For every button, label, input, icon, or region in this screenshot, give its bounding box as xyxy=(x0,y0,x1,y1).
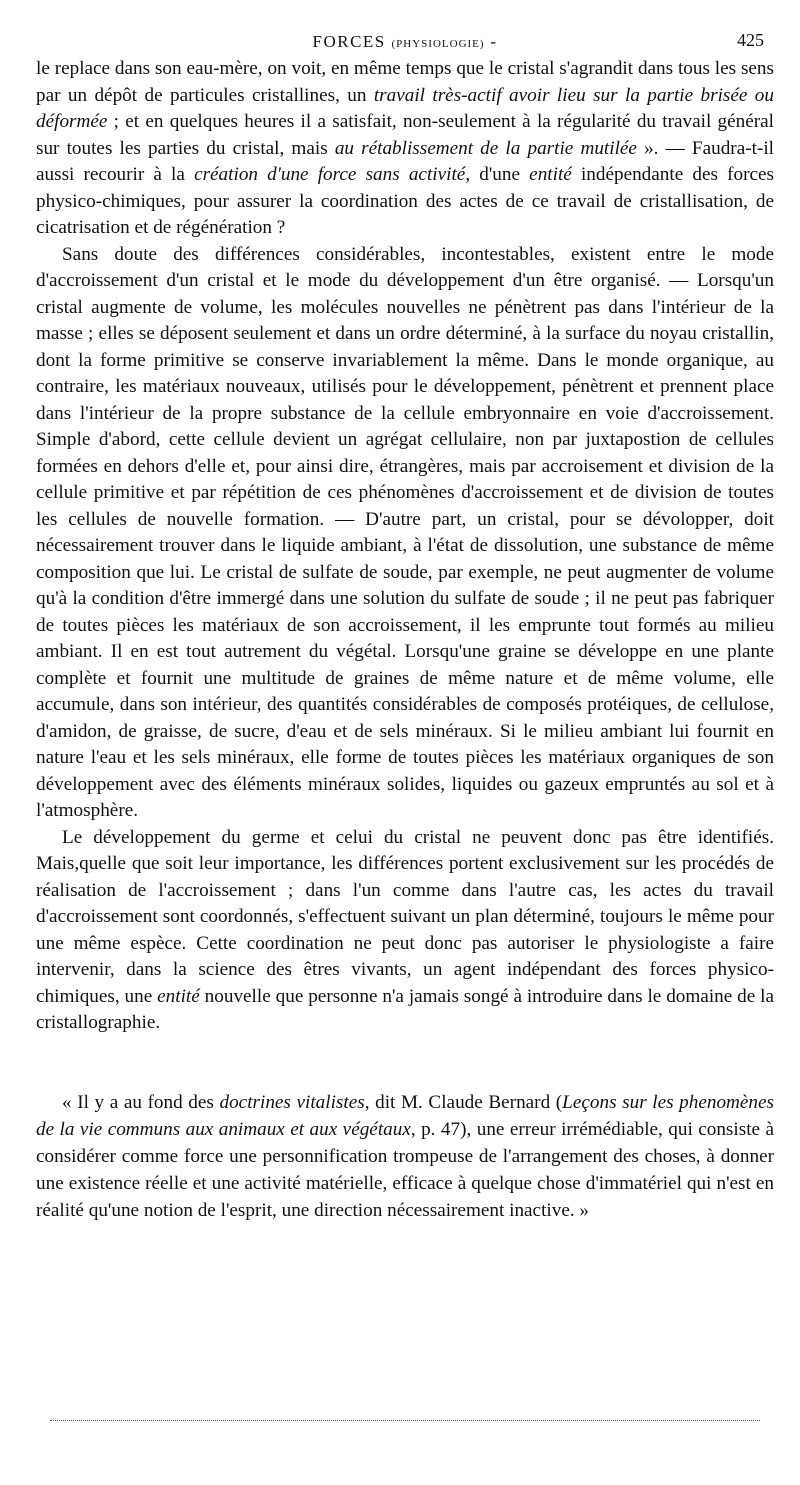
paragraph-1-text-b: ; et en quelques heures il a satisfait, non-seulement à la régularité du travail général sur toutes les parties du cristal, mais xyxy=(36,111,774,159)
running-head-suffix: - xyxy=(490,32,498,51)
paragraph-1 xyxy=(36,56,774,242)
paragraph-3 xyxy=(36,825,774,1037)
paragraph-1-italic-2: au rétablissement de la partie mutilée xyxy=(334,137,637,159)
page-header xyxy=(36,24,774,56)
running-head xyxy=(36,32,774,52)
quote-italic-1: doctrines vitalistes xyxy=(219,1091,365,1113)
paragraph-1-italic-3: création d'une force sans activité xyxy=(194,164,466,185)
quote-text-b: , dit M. Claude Bernard ( xyxy=(364,1091,563,1113)
paragraph-3-text-b: nouvelle que personne n'a jamais songé à introduire dans le domaine de la cristallographie. xyxy=(36,985,774,1033)
paragraph-1-text-a: le replace dans son eau-mère, on voit, en même temps que le cristal s'agrandit dans tous les sens par un dépôt de particules cristallines, un xyxy=(36,58,774,106)
body-text xyxy=(36,56,774,1037)
paragraph-3-italic-1: entité xyxy=(157,985,200,1007)
page xyxy=(36,24,774,1224)
paragraph-1-text-d: , d'une xyxy=(465,164,530,185)
paragraph-1-italic-4: entité xyxy=(529,164,572,185)
paragraph-1-text-e: indépendante des forces physico-chimiques, pour assurer la coordination des actes de ce travail de cristallisation, de cicatrisation et de régénération ? xyxy=(36,164,774,238)
running-head-title: FORCES xyxy=(312,32,386,51)
page-number: 425 xyxy=(737,30,764,50)
footer-rule xyxy=(50,1420,760,1421)
quote-italic-2: Leçons sur les phenomènes de la vie communs aux animaux et aux végétaux xyxy=(36,1091,775,1140)
paragraph-1-text-c: ». — Faudra-t-il aussi recourir à la xyxy=(36,137,774,185)
paragraph-2: Sans doute des différences considérables, incontestables, existent entre le mode d'accroissement d'un cristal et le mode du développement d'un être organisé. — Lorsqu'un cristal augmente de volume, les molécules nouvelles ne pénètrent pas dans l'intérieur de la masse ; elles se déposent seulement et dans un ordre déterminé, à la surface du noyau cristallin, dont la forme primitive se conserve invariablement la même. Dans le monde organique, au contraire, les matériaux nouveaux, utilisés pour le développement, pénètrent et prennent place dans l'intérieur de la propre substance de la cellule embryonnaire en voie d'accroissement. Simple d'abord, cette cellule devient un agrégat cellulaire, non par juxtapostion de cellules formées en dehors d'elle et, pour ainsi dire, étrangères, mais par accroisement et division de la cellule primitive et par répétition de ces phénomènes d'accroissement et de division de toutes les cellules de nouvelle formation. — D'autre part, un cristal, pour se dévolopper, doit nécessairement trouver dans le liquide ambiant, à l'état de dissolution, une substance de même composition que lui. Le cristal de sulfate de soude, par exemple, ne peut augmenter de volume qu'à la condition d'être immergé dans une solution du sulfate de soude ; il ne peut pas fabriquer de toutes pièces les matériaux de son accroissement, il les emprunte tout formés au milieu ambiant. Il en est tout autrement du végétal. Lorsqu'une graine se développe en une plante complète et fournit une multitude de graines de même nature et de même volume, elle accumule, dans son intérieur, des quantités considérables de composés protéiques, de cellulose, d'amidon, de graisse, de sucre, d'eau et de sels minéraux. Si le milieu ambiant lui fournit en nature l'eau et les sels minéraux, elle forme de toutes pièces les matériaux organiques de son développement avec des éléments minéraux solides, liquides ou gazeux empruntés au sol et à l'atmosphère. xyxy=(36,243,774,821)
quote-text-a: « Il y a au fond des xyxy=(62,1091,220,1113)
quote-text-c: , p. 47), une erreur irrémédiable, qui consiste à considérer comme force une personnification trompeuse de l'arrangement des choses, à donner une existence réelle et une activité matérielle, efficace à quelque chose d'immatériel qui n'est en réalité qu'une notion de l'esprit, une direction nécessairement inactive. » xyxy=(36,1118,774,1221)
block-quote xyxy=(36,1089,774,1224)
paragraph-1-italic-1: travail très-actif avoir lieu sur la partie brisée ou déformée xyxy=(36,84,774,132)
quote-paragraph xyxy=(36,1089,774,1224)
paragraph-3-text-a: Le développement du germe et celui du cristal ne peuvent donc pas être identifiés. Mais,quelle que soit leur importance, les différences portent exclusivement sur les procédés de réalisation de l'accroissement ; dans l'un comme dans l'autre cas, les actes du travail d'accroissement sont coordonnés, s'effectuent suivant un plan déterminé, toujours le même pour une même espèce. Cette coordination ne peut donc pas autoriser le physiologiste a faire intervenir, dans la science des êtres vivants, un agent indépendant des forces physico-chimiques, une xyxy=(36,826,774,1007)
running-head-subtitle: (PHYSIOLOGIE) xyxy=(391,38,485,50)
